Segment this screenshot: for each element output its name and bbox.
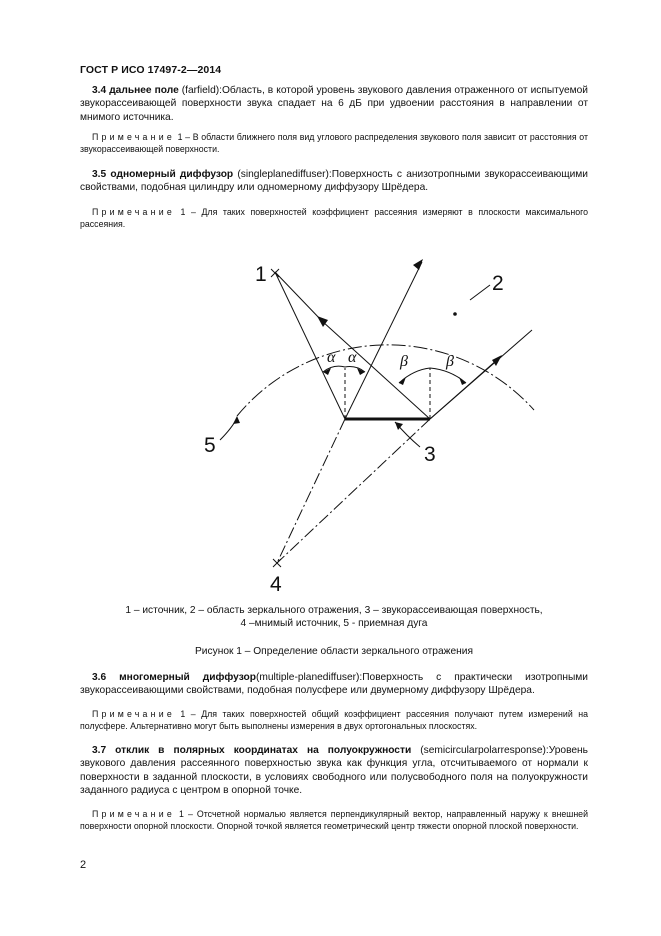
definition: (farfield):Область, в которой уровень звукового давления отраженного от испытуемой звукорассеивающей поверхности звука спадает на 6 дБ при удвоении расстояния в направлении от мнимого источника. [80, 85, 588, 123]
label-5: 5 [204, 434, 216, 457]
label-3: 3 [424, 443, 436, 466]
image-ray-right [277, 419, 430, 563]
section-number: 3.7 [92, 745, 107, 756]
arrowhead-leader-5 [233, 416, 240, 424]
image-ray-left [277, 419, 345, 563]
note-text: 1 – Для таких поверхностей коэффициент рассеяния измеряют в плоскости максимального рассеяния. [80, 207, 588, 229]
page-number: 2 [80, 859, 87, 871]
note-label: Примечание [92, 207, 175, 217]
legend-line-1: 1 – источник, 2 – область зеркального отражения, 3 – звукорассеивающая поверхность, [125, 605, 543, 616]
figure-legend [80, 604, 588, 631]
angle-alpha-right: α [348, 349, 357, 366]
section-number: 3.4 [92, 85, 107, 96]
note-label: Примечание [92, 709, 175, 719]
term: отклик в полярных координатах на полуокружности [115, 745, 412, 756]
note-label: Примечание [92, 132, 175, 142]
angle-beta-right: β [446, 353, 454, 370]
note-3-6 [80, 708, 588, 732]
definition: (multiple-planediffuser):Поверхность с практически изотропными звукорассеивающими свойствами, подобная полусфере или двумерному диффузору Шрёдера. [80, 672, 588, 697]
region-marker-dot [453, 312, 457, 316]
reflected-ray-right-arrowpart [430, 359, 498, 419]
note-text: 1 – Для таких поверхностей общий коэффициент рассеяния получают путем измерений на полусфере. Альтернативно могут быть выполнены измерения в двух ортогональных плоскостях. [80, 709, 588, 731]
note-text: 1 – В области ближнего поля вид углового распределения звукового поля зависит от расстояния от звукорассеивающей поверхности. [80, 132, 588, 154]
section-3-7 [80, 744, 588, 798]
label-1: 1 [255, 263, 267, 286]
receiver-arc [237, 345, 534, 416]
arrowhead-reflected-right [492, 355, 502, 366]
section-3-6 [80, 671, 588, 698]
ray-source-to-right-edge-a [275, 272, 322, 321]
legend-line-2: 4 –мнимый источник, 5 - приемная дуга [240, 618, 428, 630]
leader-2 [470, 285, 490, 300]
figure-title: Рисунок 1 – Определение области зеркального отражения [195, 646, 473, 657]
label-2: 2 [492, 272, 504, 295]
term: многомерный диффузор [119, 672, 256, 683]
arrowhead-leader-3 [395, 422, 403, 430]
term: дальнее поле [109, 85, 179, 96]
reflected-ray-left [345, 262, 422, 419]
section-number: 3.5 [92, 169, 107, 180]
label-4: 4 [270, 573, 282, 596]
note-text: 1 – Отсчетной нормалью является перпендикулярный вектор, направленный наружу к внешней поверхности опорной плоскости. Опорной точкой является геометрический центр тяжести опорной плоской поверхности. [80, 809, 588, 831]
arrowhead-beta-left [399, 377, 406, 385]
angle-alpha-left: α [327, 349, 336, 366]
note-3-7 [80, 808, 588, 832]
document-header: ГОСТ Р ИСО 17497-2—2014 [80, 64, 222, 76]
section-number: 3.6 [92, 672, 107, 683]
term: одномерный диффузор [110, 169, 234, 180]
definition: (semicircularpolarresponse):Уровень звукового давления рассеянного поверхностью звука как функция угла, отсчитываемого от нормали к поверхности в заданной плоскости, в условиях свободного или полусвободного поля на полуокружности заданного радиуса с центром в опорной точке. [80, 745, 588, 797]
definition: (singleplanediffuser):Поверхность с анизотропными звукорассеивающими свойствами, подобная цилиндру или одномерному диффузору Шрёдера. [80, 169, 588, 194]
angle-beta-left: β [400, 353, 408, 370]
ray-source-to-left-edge [275, 272, 345, 419]
arrowhead-beta-right [459, 377, 466, 385]
note-label: Примечание [92, 809, 175, 819]
arrowhead-reflected-left [413, 259, 423, 270]
